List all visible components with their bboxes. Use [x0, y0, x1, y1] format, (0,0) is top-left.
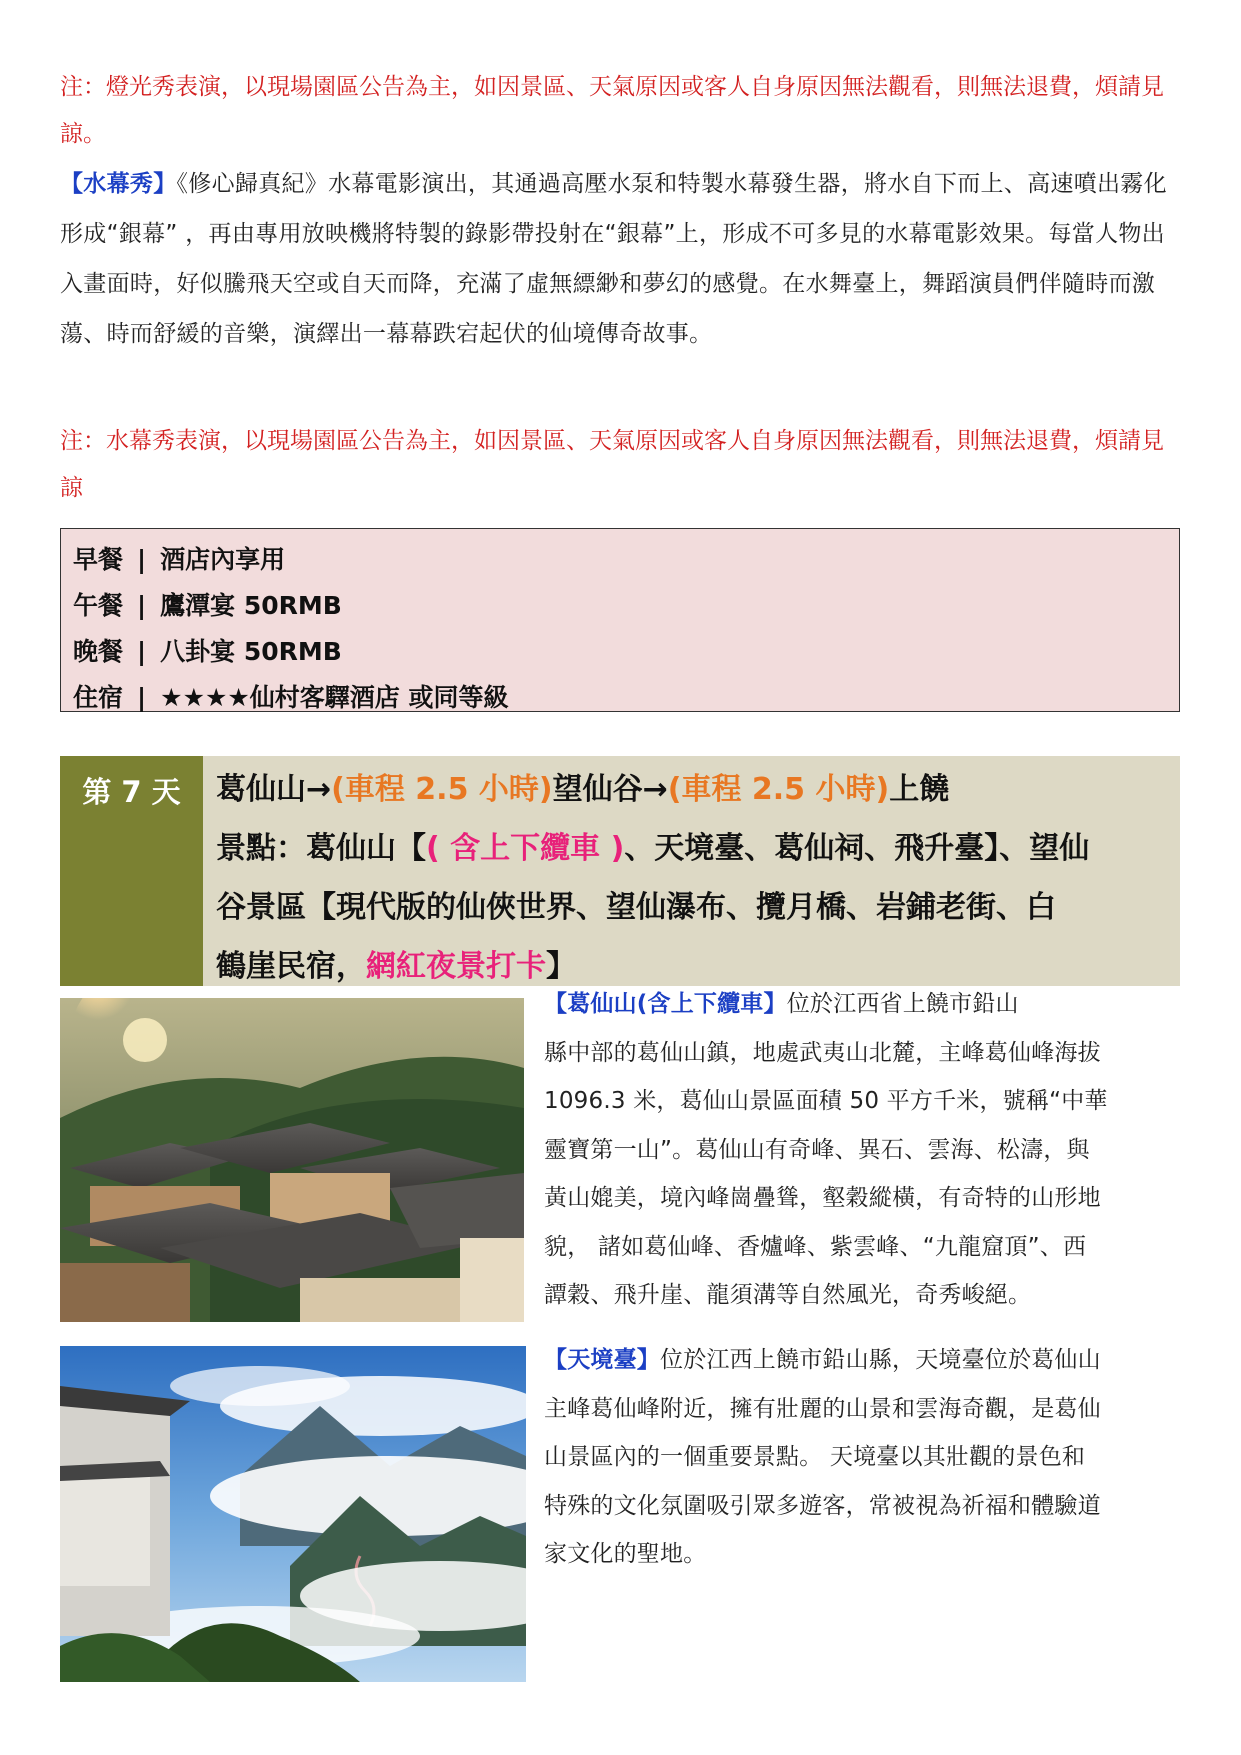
route-text: 望仙谷→	[552, 772, 668, 807]
water-show-text: 《修心歸真紀》水幕電影演出，其通過高壓水泵和特製水幕發生器，將水自下而上、高速噴出霧化形成“銀幕” ，再由專用放映機將特製的錄影帶投射在“銀幕”上，形成不可多見的水幕電影效果。每當人物出入畫面時，好似騰飛天空或自天而降，充滿了虛無縹緲和夢幻的感覺。在水舞臺上，舞蹈演員們伴隨時而激蕩、時而舒緩的音樂，演繹出一幕幕跌宕起伏的仙境傳奇故事。	[60, 171, 1167, 347]
day-route	[216, 760, 1166, 819]
gexian-tag: 【葛仙山(含上下纜車】	[544, 991, 787, 1017]
meal-value: 鷹潭宴 50RMB	[160, 591, 342, 620]
drive-time: (車程 2.5 小時)	[331, 772, 553, 807]
day-7-box	[60, 756, 1180, 986]
gexian-village-photo	[60, 998, 524, 1322]
meal-label: 午餐	[73, 591, 124, 620]
day-sights-line: 谷景區【現代版的仙俠世界、望仙瀑布、攬月橋、岩鋪老街、白	[216, 890, 1056, 925]
meal-label: 晚餐	[73, 637, 124, 666]
sights-text: 】	[546, 949, 576, 984]
tianjing-description	[544, 1336, 1184, 1579]
meal-separator: |	[137, 591, 147, 620]
meal-separator: |	[137, 637, 147, 666]
desc-line: 貌， 諸如葛仙峰、香爐峰、紫雲峰、“九龍窟頂”、西	[544, 1233, 1087, 1260]
light-show-note: 注：燈光秀表演，以現場園區公告為主，如因景區、天氣原因或客人自身原因無法觀看，則無法退費，煩請見諒。	[60, 74, 1164, 147]
day-sights-line	[216, 819, 1166, 878]
desc-line: 主峰葛仙峰附近，擁有壯麗的山景和雲海奇觀，是葛仙	[544, 1395, 1101, 1422]
desc-line: 山景區內的一個重要景點。 天境臺以其壯觀的景色和	[544, 1444, 1086, 1470]
cable-highlight: ( 含上下纜車 )	[426, 831, 625, 866]
desc-line: 譚穀、飛升崖、龍須溝等自然風光，奇秀峻絕。	[544, 1282, 1032, 1308]
sights-text: 鶴崖民宿，	[216, 949, 366, 984]
desc-text: 位於江西省上饒市鉛山	[786, 991, 1019, 1017]
tianjing-tag: 【天境臺】	[544, 1347, 660, 1373]
night-view-highlight: 網紅夜景打卡	[366, 949, 546, 984]
water-show-tag: 【水幕秀】	[60, 171, 177, 197]
desc-line: 家文化的聖地。	[544, 1541, 707, 1567]
desc-line	[544, 1336, 1184, 1385]
sights-text: 景點：葛仙山【	[216, 831, 426, 866]
desc-line: 縣中部的葛仙山鎮，地處武夷山北麓，主峰葛仙峰海拔	[544, 1039, 1101, 1066]
meal-value: 八卦宴 50RMB	[160, 637, 342, 666]
desc-line: 黃山媲美，境內峰崗疊聳，壑穀縱橫，有奇特的山形地	[544, 1185, 1101, 1211]
day-label: 第 7 天	[60, 756, 203, 986]
meal-value: ★★★★仙村客驛酒店 或同等級	[160, 683, 509, 712]
tianjing-clouds-photo	[60, 1346, 526, 1682]
meal-row-breakfast	[73, 537, 1167, 583]
desc-text: 位於江西上饒市鉛山縣，天境臺位於葛仙山	[660, 1347, 1101, 1373]
water-show-note: 注：水幕秀表演，以現場園區公告為主，如因景區、天氣原因或客人自身原因無法觀看，則無法退費，煩請見諒	[60, 428, 1164, 501]
meals-box	[60, 528, 1180, 712]
day-7-content	[216, 760, 1166, 996]
desc-line: 特殊的文化氛圍吸引眾多遊客，常被視為祈福和體驗道	[544, 1492, 1101, 1519]
meal-separator: |	[137, 683, 147, 712]
meal-row-lunch	[73, 583, 1167, 629]
meal-separator: |	[137, 545, 147, 574]
meal-value: 酒店內享用	[160, 545, 286, 574]
meal-row-hotel	[73, 675, 1167, 721]
drive-time: (車程 2.5 小時)	[667, 772, 890, 807]
route-text: 葛仙山→	[216, 772, 332, 807]
water-show-paragraph	[60, 159, 1182, 359]
meal-label: 住宿	[73, 683, 124, 712]
meal-label: 早餐	[73, 545, 124, 574]
meal-row-dinner	[73, 629, 1167, 675]
desc-line	[544, 980, 1184, 1029]
sights-text: 、天境臺、葛仙祠、飛升臺】、望仙	[624, 831, 1090, 866]
gexian-description	[544, 980, 1184, 1320]
desc-line: 1096.3 米，葛仙山景區面積 50 平方千米，號稱“中華	[544, 1088, 1108, 1114]
desc-line: 靈寶第一山”。葛仙山有奇峰、異石、雲海、松濤，與	[544, 1136, 1090, 1163]
route-text: 上饒	[889, 772, 950, 807]
